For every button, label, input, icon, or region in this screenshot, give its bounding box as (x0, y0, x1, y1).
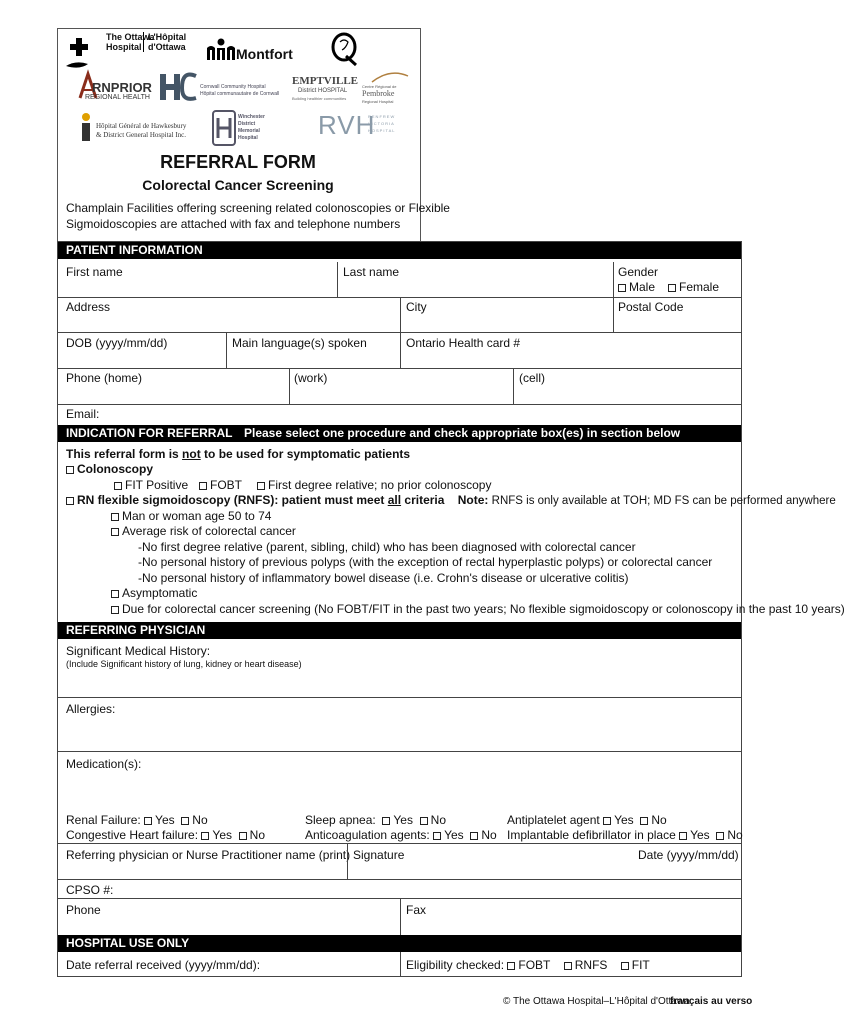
gender-male-option[interactable]: Male (618, 280, 655, 294)
ottawa-en-line1: The Ottawa (106, 32, 155, 42)
due-screening-option[interactable]: Due for colorectal cancer screening (No FOBT/FIT in the past two years; No flexible sigmoidoscopy or colonoscopy in the past 10 years) (111, 602, 845, 616)
colonoscopy-checkbox[interactable] (66, 466, 74, 474)
physician-name-label: Referring physician or Nurse Practitioner name (print) (66, 848, 351, 862)
fit-positive-option[interactable]: FIT Positive (114, 478, 188, 492)
renal-failure-row: Renal Failure: Yes No (66, 813, 208, 827)
female-checkbox[interactable] (668, 284, 676, 292)
risk-criterion-2: -No personal history of previous polyps (with the exception of rectal hyperplastic polyps) or colorectal cancer (138, 555, 713, 569)
defibrillator-row: Implantable defibrillator in place Yes No (507, 828, 743, 842)
city-label: City (406, 300, 427, 314)
defib-yes-checkbox[interactable] (679, 832, 687, 840)
intro-line-1: Champlain Facilities offering screening related colonoscopies or Flexible (66, 201, 450, 215)
winchester-logo-icon (212, 110, 236, 146)
language-label: Main language(s) spoken (232, 336, 367, 350)
gender-female-option[interactable]: Female (668, 280, 719, 294)
email-label: Email: (66, 407, 100, 421)
renal-no-checkbox[interactable] (181, 817, 189, 825)
due-screening-checkbox[interactable] (111, 606, 119, 614)
fax-label: Fax (406, 903, 427, 917)
footer-copyright: © The Ottawa Hospital–L'Hôpital d'Ottawa (503, 996, 690, 1007)
ottawa-divider (143, 32, 144, 52)
chf-yes-checkbox[interactable] (201, 832, 209, 840)
winchester-logo-line3: Memorial (238, 128, 260, 134)
anticoag-no-checkbox[interactable] (470, 832, 478, 840)
q-logo-icon (328, 32, 360, 66)
medical-history-note: (Include Significant history of lung, kidney or heart disease) (66, 659, 302, 669)
winchester-logo-line1: Winchester (238, 114, 265, 120)
arnprior-logo-subtext: REGIONAL HEALTH (85, 94, 150, 101)
phone-label: Phone (66, 903, 101, 917)
renal-yes-checkbox[interactable] (144, 817, 152, 825)
signature-label: Signature (353, 848, 405, 862)
first-degree-option[interactable]: First degree relative; no prior colonoscopy (257, 478, 491, 492)
asymptomatic-option[interactable]: Asymptomatic (111, 586, 197, 600)
phone-home-label: Phone (home) (66, 371, 143, 385)
antiplatelet-no-checkbox[interactable] (640, 817, 648, 825)
cornwall-logo-icon (158, 70, 198, 102)
hawkesbury-logo-line2: & District General Hospital Inc. (96, 131, 187, 139)
date-label: Date (yyyy/mm/dd) (638, 848, 739, 862)
kemptville-logo-subtext: District HOSPITAL (298, 88, 348, 94)
sleep-yes-checkbox[interactable] (382, 817, 390, 825)
fobt-checkbox[interactable] (199, 482, 207, 490)
fit-positive-checkbox[interactable] (114, 482, 122, 490)
chf-no-checkbox[interactable] (239, 832, 247, 840)
rvh-logo-line2: VICTORIA (368, 121, 395, 126)
section-indication-for-referral: INDICATION FOR REFERRAL Please select one procedure and check appropriate box(es) in section below (58, 425, 741, 442)
eligibility-fobt-checkbox[interactable] (507, 962, 515, 970)
symptomatic-warning: This referral form is not to be used for symptomatic patients (66, 447, 411, 461)
antiplatelet-row: Antiplatelet agent Yes No (507, 813, 667, 827)
section-patient-information: PATIENT INFORMATION (58, 242, 741, 259)
rvh-logo-line3: HOSPITAL (368, 128, 396, 133)
asymptomatic-checkbox[interactable] (111, 590, 119, 598)
first-degree-checkbox[interactable] (257, 482, 265, 490)
defib-no-checkbox[interactable] (716, 832, 724, 840)
winchester-logo-line2: District (238, 121, 256, 127)
kemptville-logo-tagline: Building healthier communities (292, 96, 347, 101)
fobt-option[interactable]: FOBT (199, 478, 242, 492)
risk-criterion-3: -No personal history of inflammatory bowel disease (i.e. Crohn's disease or ulcerative colitis) (138, 571, 629, 585)
anticoag-row: Anticoagulation agents: Yes No (305, 828, 497, 842)
address-label: Address (66, 300, 111, 314)
referral-form (57, 241, 845, 977)
phone-work-label: (work) (294, 371, 328, 385)
male-checkbox[interactable] (618, 284, 626, 292)
eligibility-row: Eligibility checked: FOBT RNFS FIT (406, 958, 650, 972)
ottawa-fr-line1: L'Hôpital (148, 32, 187, 42)
montfort-logo-text: Montfort (236, 46, 293, 62)
average-risk-option[interactable]: Average risk of colorectal cancer (111, 524, 296, 538)
age-checkbox[interactable] (111, 513, 119, 521)
ottawa-en-line2: Hospital (106, 42, 142, 52)
sleep-no-checkbox[interactable] (420, 817, 428, 825)
sleep-apnea-row: Sleep apnea: Yes No (305, 813, 446, 827)
pembroke-logo-line1: Centre Régional de (362, 84, 397, 89)
gender-label: Gender (618, 265, 659, 279)
hawkesbury-logo-icon (78, 112, 94, 142)
eligibility-fit-checkbox[interactable] (621, 962, 629, 970)
form-title: REFERRAL FORM (160, 152, 316, 172)
pembroke-logo-line2: Pembroke (362, 89, 395, 98)
phone-cell-label: (cell) (519, 371, 545, 385)
footer-french-link: français au verso (670, 996, 753, 1007)
hawkesbury-logo-line1: Hôpital Général de Hawkesbury (96, 122, 187, 130)
rvh-logo-text: RVH (318, 110, 376, 140)
rnfs-option[interactable]: RN flexible sigmoidoscopy (RNFS): patient must meet all criteria Note: RNFS is only available at TOH; MD FS can be performed anywhere (66, 493, 836, 507)
cornwall-logo-text: Cornwall Community Hospital (200, 84, 266, 90)
kemptville-logo-text: EMPTVILLE (292, 75, 359, 87)
postal-code-label: Postal Code (618, 300, 684, 314)
intro-line-2: Sigmoidoscopies are attached with fax and telephone numbers (66, 217, 401, 231)
first-name-label: First name (66, 265, 123, 279)
last-name-label: Last name (343, 265, 400, 279)
chf-row: Congestive Heart failure: Yes No (66, 828, 266, 842)
allergies-label: Allergies: (66, 702, 116, 716)
ottawa-fr-line2: d'Ottawa (148, 42, 186, 52)
medical-history-label: Significant Medical History: (66, 644, 211, 658)
section-referring-physician: REFERRING PHYSICIAN (58, 622, 741, 639)
anticoag-yes-checkbox[interactable] (433, 832, 441, 840)
eligibility-rnfs-checkbox[interactable] (564, 962, 572, 970)
cornwall-logo-subtext: Hôpital communautaire de Cornwall (200, 91, 280, 97)
form-subtitle: Colorectal Cancer Screening (142, 177, 334, 193)
average-risk-checkbox[interactable] (111, 528, 119, 536)
dob-label: DOB (yyyy/mm/dd) (66, 336, 168, 350)
antiplatelet-yes-checkbox[interactable] (603, 817, 611, 825)
montfort-logo-icon (205, 38, 237, 62)
age-option[interactable]: Man or woman age 50 to 74 (111, 509, 271, 523)
cpso-label: CPSO #: (66, 883, 114, 897)
risk-criterion-1: -No first degree relative (parent, sibling, child) who has been diagnosed with colorectal cancer (138, 540, 636, 554)
pembroke-logo-line3: Regional Hospital (362, 99, 394, 104)
rnfs-checkbox[interactable] (66, 497, 74, 505)
section-hospital-use-only: HOSPITAL USE ONLY (58, 935, 741, 952)
arnprior-logo-text: RNPRIOR (92, 80, 152, 95)
winchester-logo-line4: Hospital (238, 135, 258, 141)
date-received-label: Date referral received (yyyy/mm/dd): (66, 958, 261, 972)
medication-label: Medication(s): (66, 757, 142, 771)
colonoscopy-option[interactable]: Colonoscopy (66, 462, 153, 476)
health-card-label: Ontario Health card # (406, 336, 521, 350)
rvh-logo-line1: RENFREW (368, 114, 396, 119)
